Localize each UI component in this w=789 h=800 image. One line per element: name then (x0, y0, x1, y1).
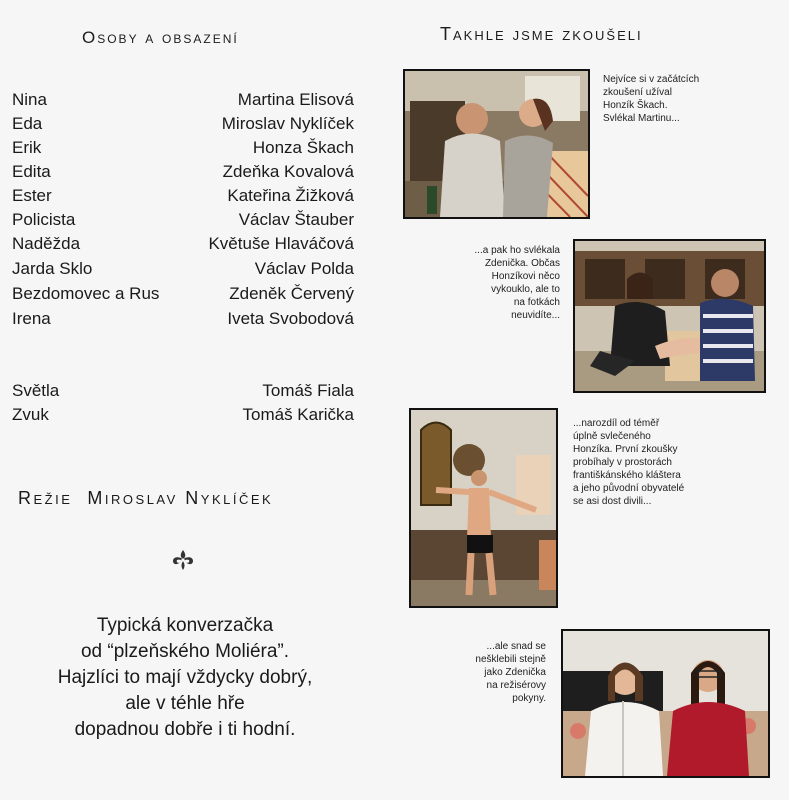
cast-row (12, 186, 354, 210)
role-name: Eda (12, 114, 43, 133)
role-name: Zvuk (12, 405, 49, 424)
actor-name: Tomáš Karička (242, 405, 354, 424)
tagline (20, 613, 350, 743)
crew-row (12, 405, 354, 429)
cast-row (12, 90, 354, 114)
actor-name: Zdeněk Červený (229, 284, 354, 303)
caption-line: pokyny. (512, 693, 546, 704)
caption-line: Honzíka. První zkoušky (573, 444, 678, 455)
tagline-line: ale v téhle hře (125, 693, 245, 714)
role-name: Naděžda (12, 234, 81, 253)
cast-row (12, 259, 354, 283)
caption-line: se asi dost divili... (573, 496, 652, 507)
caption-line: neuvidíte... (511, 310, 560, 321)
caption-line: ...a pak ho svlékala (474, 245, 560, 256)
photo-caption-4 (440, 640, 546, 705)
role-name: Policista (12, 210, 76, 229)
caption-line: ...narozdíl od téměř (573, 418, 660, 429)
cast-row (12, 138, 354, 162)
rehearsal-photo-2 (573, 239, 766, 393)
role-name: Ester (12, 186, 52, 205)
caption-line: vykouklo, ale to (491, 284, 560, 295)
cast-row (12, 284, 354, 308)
role-name: Irena (12, 309, 51, 328)
rehearsal-photo-3 (409, 408, 558, 608)
photo-caption-3 (573, 417, 713, 508)
caption-line: na režisérovy (486, 680, 546, 691)
role-name: Nina (12, 90, 47, 109)
actor-name: Květuše Hlaváčová (208, 234, 354, 253)
actor-name: Václav Štauber (238, 210, 354, 229)
tagline-line: Typická konverzačka (96, 615, 274, 636)
actor-name: Kateřina Žižková (227, 186, 354, 205)
role-name: Světla (12, 381, 60, 400)
director-name: Miroslav Nyklíček (87, 488, 274, 508)
cast-row (12, 114, 354, 138)
caption-line: úplně svlečeného (573, 431, 651, 442)
tagline-line: Hajzlíci to mají vždycky dobrý, (57, 667, 313, 688)
caption-line: ...ale snad se (486, 641, 546, 652)
actor-name: Honza Škach (252, 138, 354, 157)
role-name: Erik (12, 138, 42, 157)
photo-caption-1 (603, 73, 723, 125)
caption-line: nešklebili stejně (475, 654, 546, 665)
caption-line: na fotkách (513, 297, 560, 308)
actor-name: Iveta Svobodová (227, 309, 354, 328)
caption-line: františkánského kláštera (573, 470, 681, 481)
actor-name: Martina Elisová (237, 90, 354, 109)
cast-row (12, 162, 354, 186)
cast-row (12, 309, 354, 333)
role-name: Bezdomovec a Rus (12, 284, 160, 303)
tagline-line: dopadnou dobře i ti hodní. (74, 719, 296, 740)
rehearsal-photo-1 (403, 69, 590, 219)
actor-name: Miroslav Nyklíček (221, 114, 354, 133)
crew-row (12, 381, 354, 405)
caption-line: zkoušení užíval (603, 87, 672, 98)
caption-line: Svlékal Martinu... (603, 113, 680, 124)
photo-caption-2 (440, 244, 560, 322)
caption-line: jako Zdenička (484, 667, 546, 678)
role-name: Edita (12, 162, 51, 181)
caption-line: Nejvíce si v začátcích (603, 74, 700, 85)
ornament-icon (170, 548, 196, 572)
cast-heading: Osoby a obsazení (82, 28, 239, 47)
director-line (18, 488, 273, 509)
actor-name: Václav Polda (254, 259, 354, 278)
cast-row (12, 210, 354, 234)
role-name: Jarda Sklo (12, 259, 93, 278)
caption-line: a jeho původní obyvatelé (573, 483, 685, 494)
caption-line: Honzík Škach. (603, 100, 668, 111)
tagline-line: od “plzeňského Moliéra”. (80, 641, 290, 662)
caption-line: probíhaly v prostorách (573, 457, 672, 468)
cast-row (12, 234, 354, 258)
caption-line: Zdenička. Občas (484, 258, 560, 269)
rehearsal-photo-4 (561, 629, 770, 778)
director-label: Režie (18, 488, 73, 508)
actor-name: Zdeňka Kovalová (222, 162, 354, 181)
rehearsal-heading: Takhle jsme zkoušeli (440, 24, 643, 44)
caption-line: Honzíkovi něco (491, 271, 560, 282)
actor-name: Tomáš Fiala (262, 381, 354, 400)
